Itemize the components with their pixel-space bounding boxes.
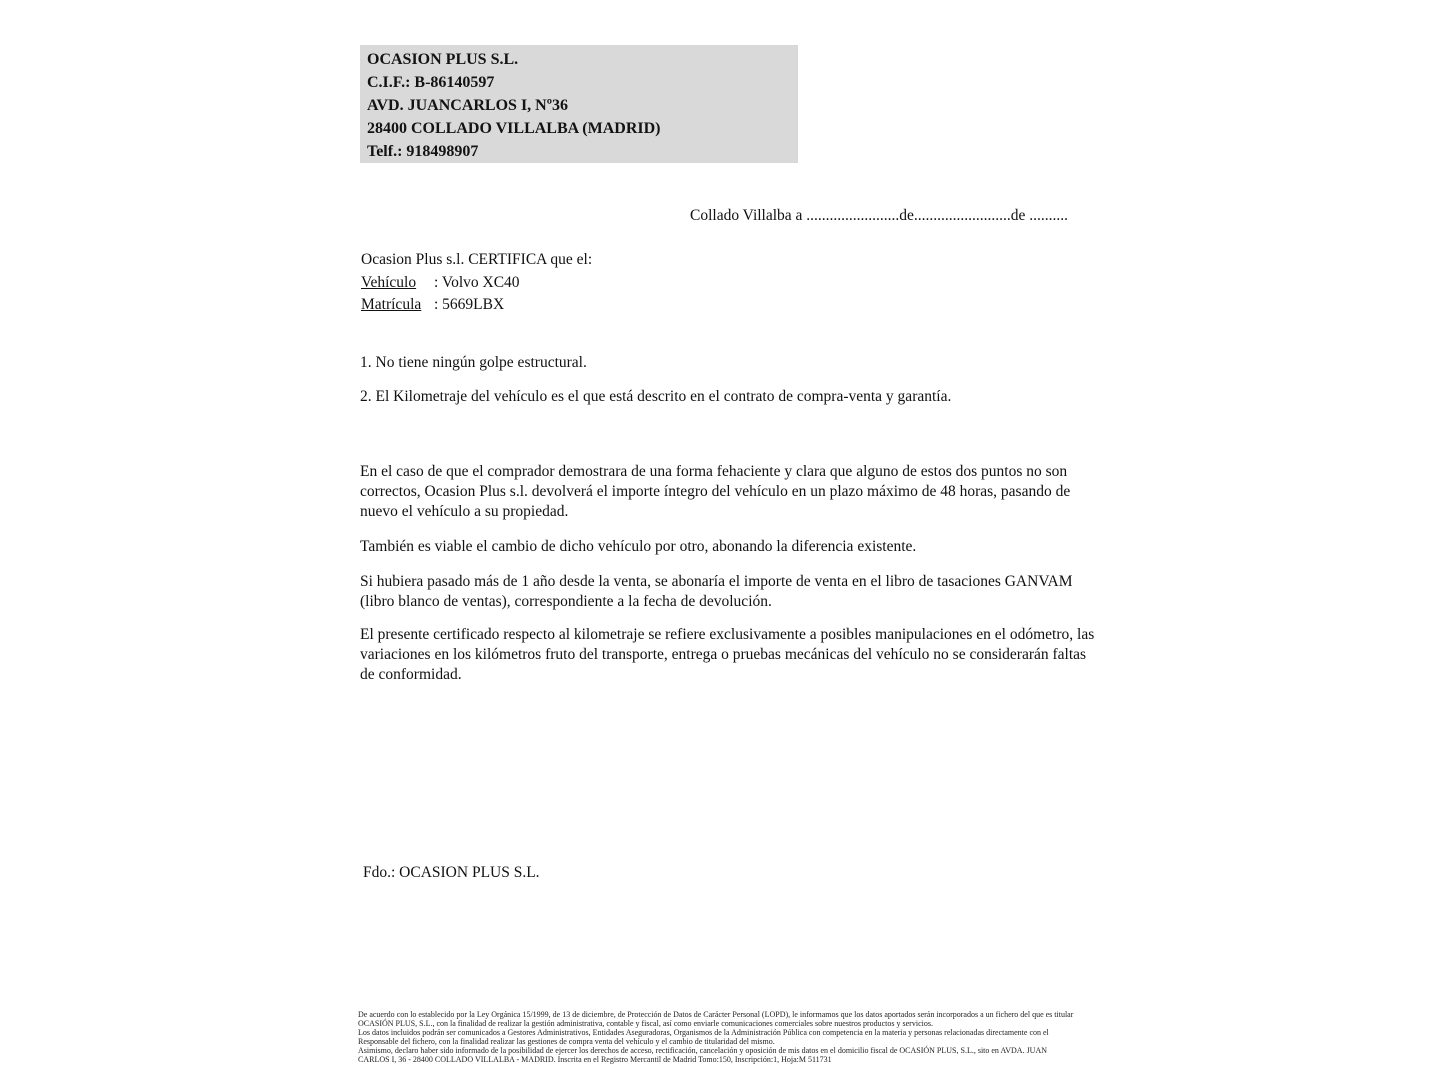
paragraph-exchange: También es viable el cambio de dicho vehículo por otro, abonando la diferencia existente. (360, 538, 917, 555)
date-line: Collado Villalba a ........................de.........................de .......... (690, 207, 1069, 224)
vehicle-label: Vehículo (361, 273, 417, 291)
legal-line: De acuerdo con lo establecido por la Ley Orgánica 15/1999, de 13 de diciembre, de Protección de Datos de Carácter Personal (LOPD), le informamos que los datos aportados serán incorporados a un fichero del que es titular (358, 1010, 1074, 1019)
company-address: AVD. JUANCARLOS I, Nº36 (367, 97, 569, 114)
company-name: OCASION PLUS S.L. (367, 51, 519, 68)
condition-1: 1. No tiene ningún golpe estructural. (360, 354, 587, 371)
plate-value: : 5669LBX (434, 296, 505, 313)
company-phone: Telf.: 918498907 (367, 143, 479, 160)
plate-row (361, 294, 592, 317)
paragraph-odometer: El presente certificado respecto al kilometraje se refiere exclusivamente a posibles manipulaciones en el odómetro, las variaciones en los kilómetros fruto del transporte, entrega o pruebas mecánicas del vehículo no se considerarán faltas de conformidad. (360, 626, 1095, 683)
legal-line: OCASIÓN PLUS, S.L., con la finalidad de realizar la gestión administrativa, contable y fiscal, así como enviarle comunicaciones comerciales sobre nuestros productos y servicios. (358, 1018, 933, 1028)
signature-line: Fdo.: OCASION PLUS S.L. (363, 864, 540, 881)
company-city: 28400 COLLADO VILLALBA (MADRID) (367, 120, 661, 137)
letterhead (360, 45, 798, 163)
plate-label: Matrícula (361, 296, 422, 313)
legal-fine-print (358, 1011, 1100, 1064)
certification-intro: Ocasion Plus s.l. CERTIFICA que el: (361, 251, 593, 268)
vehicle-row (361, 272, 592, 295)
legal-line: CARLOS I, 36 - 28400 COLLADO VILLALBA - MADRID. Inscrita en el Registro Mercantil de Madrid Tomo:150, Inscripción:1, Hoja:M 511731 (358, 1054, 832, 1064)
company-cif: C.I.F.: B-86140597 (367, 74, 495, 91)
paragraph-refund: En el caso de que el comprador demostrara de una forma fehaciente y clara que alguno de estos dos puntos no son correctos, Ocasion Plus s.l. devolverá el importe íntegro del vehículo en un plazo máximo de 48 horas, pasando de nuevo el vehículo a su propiedad. (360, 463, 1071, 520)
condition-2: 2. El Kilometraje del vehículo es el que está descrito en el contrato de compra-venta y garantía. (360, 388, 952, 405)
vehicle-value: : Volvo XC40 (434, 273, 520, 291)
legal-line: Los datos incluidos podrán ser comunicados a Gestores Administrativos, Entidades Aseguradoras, Organismos de la Administración Pública con competencia en la materia y personas relacionadas directamente con el (358, 1027, 1049, 1037)
paragraph-ganvam: Si hubiera pasado más de 1 año desde la venta, se abonaría el importe de venta en el libro de tasaciones GANVAM (libro blanco de ventas), correspondiente a la fecha de devolución. (360, 573, 1073, 610)
legal-line: Responsable del fichero, con la finalidad realizar las gestiones de compra venta del vehículo y el cambio de titularidad del mismo. (358, 1036, 775, 1046)
certification-block (361, 249, 592, 317)
legal-line: Asimismo, declaro haber sido informado de la posibilidad de ejercer los derechos de acceso, rectificación, cancelación y oposición de mis datos en el domicilio fiscal de OCASIÓN PLUS, S.L., sito en AVDA. JUAN (358, 1045, 1048, 1055)
